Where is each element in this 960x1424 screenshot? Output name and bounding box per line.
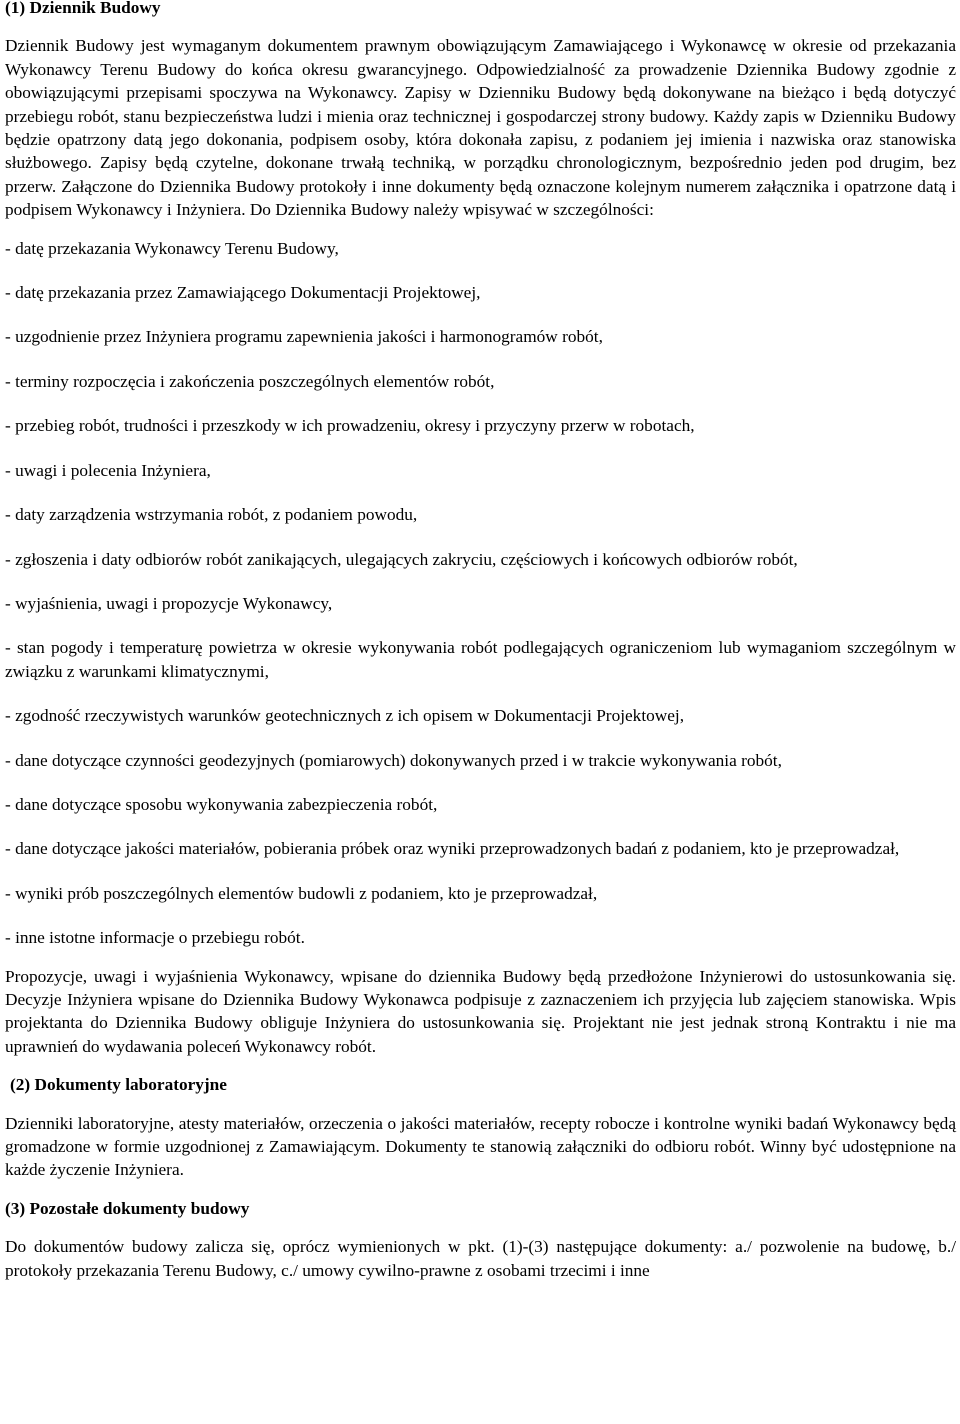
list-item: - wyniki prób poszczególnych elementów budowli z podaniem, kto je przeprowadzał, [5,883,598,903]
list-item: - datę przekazania Wykonawcy Terenu Budowy, [5,238,339,258]
document-page [5,0,956,1282]
journal-entries-list [5,237,956,950]
section-2-paragraph: Dzienniki laboratoryjne, atesty materiałów, orzeczenia o jakości materiałów, recepty robocze i kontrolne wyniki badań Wykonawcy będą gromadzone w formie uzgodnionej z Zamawiającym. Dokumenty te stanowią załączniki do odbioru robót. Winny być udostępnione na każde życzenie Inżyniera. [5,1113,956,1180]
section-1-heading: (1) Dziennik Budowy [5,0,161,17]
section-1-closing-paragraph: Propozycje, uwagi i wyjaśnienia Wykonawcy, wpisane do dziennika Budowy będą przedłożone Inżynierowi do ustosunkowania się. Decyzje Inżyniera wpisane do Dziennika Budowy Wykonawca podpisuje z zaznaczeniem ich przyjęcia lub zajęciem stanowiska. Wpis projektanta do Dziennika Budowy obliguje Inżyniera do ustosunkowania się. Projektant nie jest jednak stroną Kontraktu i nie ma uprawnień do wydawania poleceń Wykonawcy robót. [5,966,956,1056]
list-item: - uzgodnienie przez Inżyniera programu zapewnienia jakości i harmonogramów robót, [5,327,603,347]
list-item: - uwagi i polecenia Inżyniera, [5,460,211,480]
section-3-heading: (3) Pozostałe dokumenty budowy [5,1198,250,1218]
list-item: - zgłoszenia i daty odbiorów robót zanikających, ulegających zakryciu, częściowych i końcowych odbiorów robót, [5,549,798,569]
list-item: - dane dotyczące sposobu wykonywania zabezpieczenia robót, [5,794,438,814]
list-item: - inne istotne informacje o przebiegu robót. [5,928,305,948]
section-3-paragraph: Do dokumentów budowy zalicza się, oprócz wymienionych w pkt. (1)-(3) następujące dokumenty: a./ pozwolenie na budowę, b./ protokoły przekazania Terenu Budowy, c./ umowy cywilno-prawne z osobami trzecimi i inne [5,1237,956,1280]
list-item: - terminy rozpoczęcia i zakończenia poszczególnych elementów robót, [5,371,495,391]
list-item: - wyjaśnienia, uwagi i propozycje Wykonawcy, [5,593,333,613]
list-item: - stan pogody i temperaturę powietrza w okresie wykonywania robót podlegających ograniczeniom lub wymaganiom szczególnym w związku z warunkami klimatycznymi, [5,638,956,681]
list-item: - zgodność rzeczywistych warunków geotechnicznych z ich opisem w Dokumentacji Projektowej, [5,706,685,726]
section-1-paragraph: Dziennik Budowy jest wymaganym dokumentem prawnym obowiązującym Zamawiającego i Wykonawcę w okresie od przekazania Wykonawcy Terenu Budowy do końca okresu gwarancyjnego. Odpowiedzialność za prowadzenie Dziennika Budowy zgodnie z obowiązującymi przepisami spoczywa na Wykonawcy. Zapisy w Dzienniku Budowy będą dokonywane na bieżąco i będą dotyczyć przebiegu robót, stanu bezpieczeństwa ludzi i mienia oraz technicznej i gospodarczej strony budowy. Każdy zapis w Dzienniku Budowy będzie opatrzony datą jego dokonania, podpisem osoby, która dokonała zapisu, z podaniem jej imienia i nazwiska oraz stanowiska służbowego. Zapisy będą czytelne, dokonane trwałą techniką, w porządku chronologicznym, bezpośrednio jeden pod drugim, bez przerw. Załączone do Dziennika Budowy protokoły i inne dokumenty będą oznaczone kolejnym numerem załącznika i opatrzone datą i podpisem Wykonawcy i Inżyniera. Do Dziennika Budowy należy wpisywać w szczególności: [5,36,956,220]
list-item: - daty zarządzenia wstrzymania robót, z podaniem powodu, [5,505,418,525]
list-item: - przebieg robót, trudności i przeszkody w ich prowadzeniu, okresy i przyczyny przerw w robotach, [5,416,695,436]
list-item: - dane dotyczące czynności geodezyjnych (pomiarowych) dokonywanych przed i w trakcie wykonywania robót, [5,750,782,770]
section-2-heading: (2) Dokumenty laboratoryjne [10,1075,227,1095]
list-item: - dane dotyczące jakości materiałów, pobierania próbek oraz wyniki przeprowadzonych badań z podaniem, kto je przeprowadzał, [5,839,900,859]
list-item: - datę przekazania przez Zamawiającego Dokumentacji Projektowej, [5,283,481,303]
